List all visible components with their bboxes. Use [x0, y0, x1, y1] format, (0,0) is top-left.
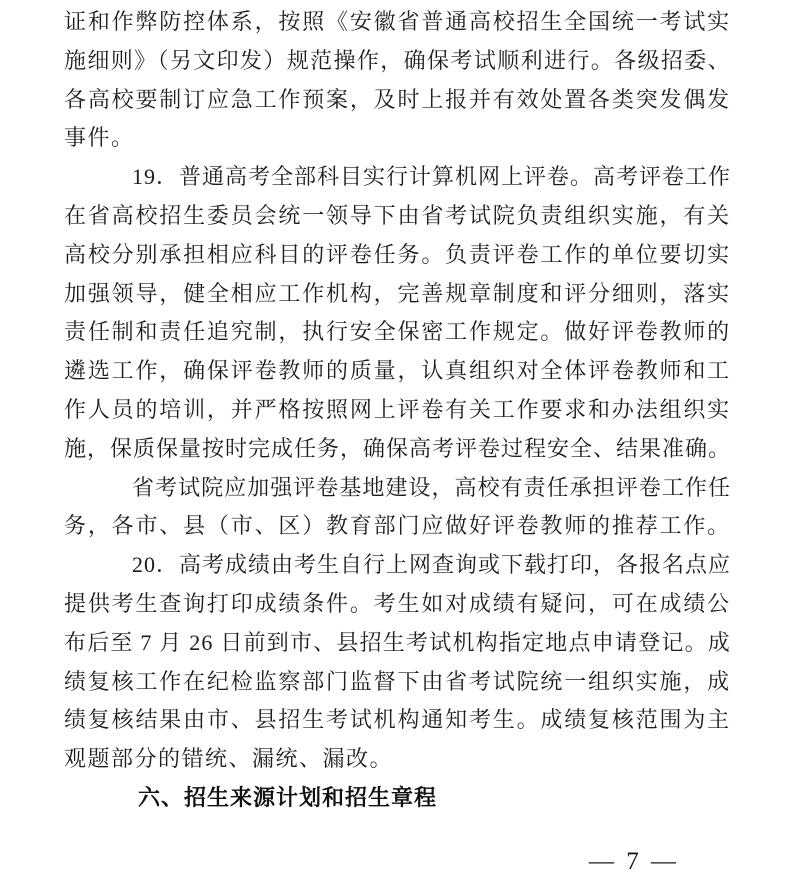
text-line-content: 责任制和责任追究制，执行安全保密工作规定。做好评卷教师的 [64, 319, 731, 345]
text-line-content: 高校分别承担相应科目的评卷任务。负责评卷工作的单位要切实 [64, 241, 731, 267]
text-line-content: 观题部分的错统、漏统、漏改。 [64, 746, 394, 772]
text-line-content: 提供考生查询打印成绩条件。考生如对成绩有疑问，可在成绩公 [64, 590, 731, 616]
text-line [64, 197, 731, 236]
text-line-content: 作人员的培训，并严格按照网上评卷有关工作要求和办法组织实 [64, 396, 731, 422]
text-line [64, 469, 731, 508]
text-line [64, 275, 731, 314]
text-line-content: 事件。 [64, 125, 135, 151]
text-line-content: 19．普通高考全部科目实行计算机网上评卷。高考评卷工作 [132, 164, 731, 190]
text-line-content: 绩复核结果由市、县招生考试机构通知考生。成绩复核范围为主 [64, 707, 731, 733]
text-line [64, 585, 731, 624]
document-body [64, 3, 731, 818]
text-line-content: 加强领导，健全相应工作机构，完善规章制度和评分细则，落实 [64, 280, 731, 306]
text-line [64, 701, 731, 740]
text-line-content: 各高校要制订应急工作预案，及时上报并有效处置各类突发偶发 [64, 86, 731, 112]
text-line [64, 352, 731, 391]
text-line [64, 313, 731, 352]
text-line [64, 663, 731, 702]
text-line-content: 省考试院应加强评卷基地建设，高校有责任承担评卷工作任 [132, 474, 731, 500]
text-line [64, 236, 731, 275]
text-line [64, 624, 731, 663]
text-line-content: 布后至 7 月 26 日前到市、县招生考试机构指定地点申请登记。成 [64, 629, 731, 655]
text-line-content: 20．高考成绩由考生自行上网查询或下载打印，各报名点应 [132, 552, 731, 578]
text-line-content: 在省高校招生委员会统一领导下由省考试院负责组织实施，有关 [64, 202, 731, 228]
text-line [64, 42, 731, 81]
section-heading [64, 779, 731, 818]
text-line-content: 遴选工作，确保评卷教师的质量，认真组织对全体评卷教师和工 [64, 358, 731, 384]
text-line [64, 158, 731, 197]
text-line-content: 施，保质保量按时完成任务，确保高考评卷过程安全、结果准确。 [64, 435, 731, 461]
page-number: — 7 — [589, 848, 679, 875]
text-line [64, 507, 731, 546]
text-line-content: 施细则》（另文印发）规范操作，确保考试顺利进行。各级招委、 [64, 47, 731, 73]
text-line [64, 430, 731, 469]
text-line-content: 证和作弊防控体系，按照《安徽省普通高校招生全国统一考试实 [64, 9, 731, 34]
text-line-content: 六、招生来源计划和招生章程 [138, 784, 438, 810]
text-line [64, 3, 731, 42]
text-line-content: 务，各市、县（市、区）教育部门应做好评卷教师的推荐工作。 [64, 513, 731, 539]
text-line [64, 546, 731, 585]
text-line [64, 119, 731, 158]
text-line-content: 绩复核工作在纪检监察部门监督下由省考试院统一组织实施，成 [64, 668, 731, 694]
text-line [64, 81, 731, 120]
text-line [64, 391, 731, 430]
text-line [64, 740, 731, 779]
